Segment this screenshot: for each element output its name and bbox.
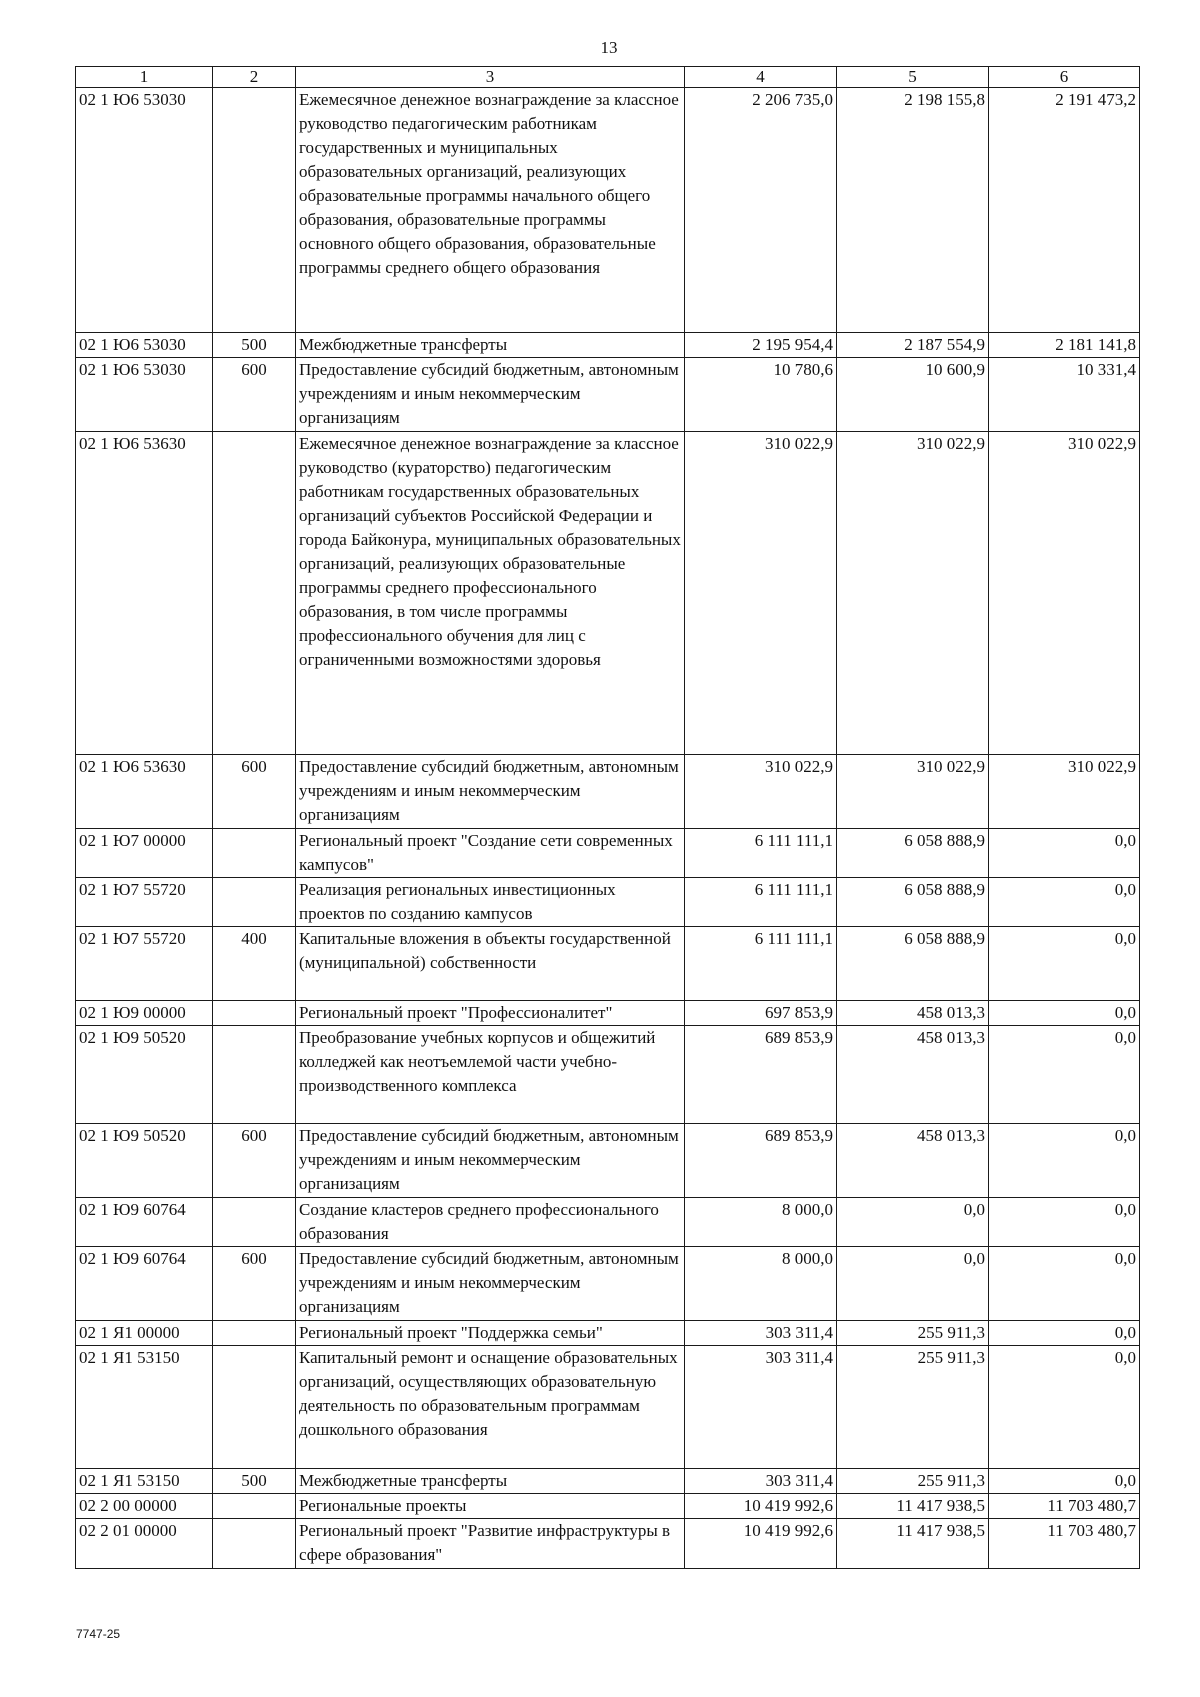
table-row (76, 1494, 1140, 1519)
row-name: Предоставление субсидий бюджетным, автономным учреждениям и иным некоммерческим организациям (296, 1124, 685, 1198)
row-name: Предоставление субсидий бюджетным, автономным учреждениям и иным некоммерческим организациям (296, 755, 685, 829)
row-type (213, 1198, 296, 1247)
row-value-col4: 6 111 111,1 (685, 927, 837, 1001)
row-type (213, 1321, 296, 1346)
row-type (213, 878, 296, 927)
col-header-5: 5 (837, 67, 989, 88)
row-value-col4: 689 853,9 (685, 1124, 837, 1198)
row-type: 500 (213, 333, 296, 358)
row-value-col5: 458 013,3 (837, 1001, 989, 1026)
row-value-col5: 11 417 938,5 (837, 1519, 989, 1569)
col-header-3: 3 (296, 67, 685, 88)
row-name: Ежемесячное денежное вознаграждение за классное руководство педагогическим работникам государственных и муниципальных образовательных организаций, реализующих образовательные программы начального общего образования, образовательные программы основного общего образования, образовательные программы среднего общего образования (296, 88, 685, 333)
row-name: Региональный проект "Развитие инфраструктуры в сфере образования" (296, 1519, 685, 1569)
table-row (76, 1198, 1140, 1247)
col-header-1: 1 (76, 67, 213, 88)
row-value-col5: 310 022,9 (837, 755, 989, 829)
row-value-col6: 0,0 (989, 1001, 1140, 1026)
row-code: 02 1 Ю9 50520 (76, 1124, 213, 1198)
row-name: Межбюджетные трансферты (296, 333, 685, 358)
row-type (213, 1519, 296, 1569)
row-name: Ежемесячное денежное вознаграждение за классное руководство (кураторство) педагогическим работникам государственных образовательных организаций субъектов Российской Федерации и города Байконура, муниципальных образовательных организаций, реализующих образовательные программы среднего профессионального образования, в том числе программы профессионального обучения для лиц с ограниченными возможностями здоровья (296, 432, 685, 755)
row-value-col4: 310 022,9 (685, 755, 837, 829)
row-name: Реализация региональных инвестиционных проектов по созданию кампусов (296, 878, 685, 927)
table-row (76, 1001, 1140, 1026)
row-value-col6: 2 191 473,2 (989, 88, 1140, 333)
row-value-col4: 303 311,4 (685, 1469, 837, 1494)
table-row (76, 1519, 1140, 1569)
row-value-col6: 11 703 480,7 (989, 1494, 1140, 1519)
budget-table (75, 66, 1140, 1569)
row-code: 02 1 Я1 53150 (76, 1346, 213, 1469)
row-name: Предоставление субсидий бюджетным, автономным учреждениям и иным некоммерческим организациям (296, 1247, 685, 1321)
row-value-col6: 0,0 (989, 1026, 1140, 1124)
table-row (76, 1469, 1140, 1494)
row-value-col5: 458 013,3 (837, 1026, 989, 1124)
row-type: 600 (213, 1124, 296, 1198)
row-value-col4: 8 000,0 (685, 1198, 837, 1247)
row-value-col6: 11 703 480,7 (989, 1519, 1140, 1569)
document-id: 7747-25 (76, 1627, 121, 1641)
row-type: 500 (213, 1469, 296, 1494)
row-value-col6: 0,0 (989, 927, 1140, 1001)
row-value-col5: 255 911,3 (837, 1346, 989, 1469)
table-row (76, 432, 1140, 755)
table-row (76, 1124, 1140, 1198)
row-name: Региональный проект "Создание сети современных кампусов" (296, 829, 685, 878)
row-value-col4: 8 000,0 (685, 1247, 837, 1321)
row-name: Межбюджетные трансферты (296, 1469, 685, 1494)
row-value-col5: 310 022,9 (837, 432, 989, 755)
table-row (76, 1247, 1140, 1321)
col-header-4: 4 (685, 67, 837, 88)
row-value-col6: 310 022,9 (989, 432, 1140, 755)
row-value-col4: 6 111 111,1 (685, 878, 837, 927)
page-number: 13 (600, 38, 618, 57)
row-value-col4: 2 195 954,4 (685, 333, 837, 358)
row-code: 02 1 Ю6 53030 (76, 358, 213, 432)
row-value-col5: 6 058 888,9 (837, 829, 989, 878)
row-value-col5: 11 417 938,5 (837, 1494, 989, 1519)
row-value-col4: 10 780,6 (685, 358, 837, 432)
row-type (213, 1346, 296, 1469)
row-value-col6: 10 331,4 (989, 358, 1140, 432)
row-name: Капитальные вложения в объекты государственной (муниципальной) собственности (296, 927, 685, 1001)
table-row (76, 333, 1140, 358)
row-name: Преобразование учебных корпусов и общежитий колледжей как неотъемлемой части учебно-производственного комплекса (296, 1026, 685, 1124)
table-row (76, 1321, 1140, 1346)
row-value-col4: 697 853,9 (685, 1001, 837, 1026)
row-value-col6: 0,0 (989, 829, 1140, 878)
row-value-col5: 2 198 155,8 (837, 88, 989, 333)
table-row (76, 878, 1140, 927)
row-value-col4: 10 419 992,6 (685, 1519, 837, 1569)
row-value-col5: 255 911,3 (837, 1469, 989, 1494)
row-code: 02 1 Ю6 53630 (76, 432, 213, 755)
row-value-col4: 689 853,9 (685, 1026, 837, 1124)
row-value-col5: 255 911,3 (837, 1321, 989, 1346)
row-code: 02 1 Ю7 55720 (76, 878, 213, 927)
row-value-col4: 10 419 992,6 (685, 1494, 837, 1519)
row-code: 02 1 Ю9 60764 (76, 1247, 213, 1321)
row-code: 02 1 Ю9 00000 (76, 1001, 213, 1026)
row-value-col4: 6 111 111,1 (685, 829, 837, 878)
row-code: 02 1 Ю6 53030 (76, 88, 213, 333)
row-value-col6: 0,0 (989, 1469, 1140, 1494)
row-name: Региональный проект "Поддержка семьи" (296, 1321, 685, 1346)
header-row (76, 67, 1140, 88)
table-row (76, 88, 1140, 333)
col-header-6: 6 (989, 67, 1140, 88)
row-value-col4: 2 206 735,0 (685, 88, 837, 333)
table-row (76, 927, 1140, 1001)
table-row (76, 1026, 1140, 1124)
row-type (213, 829, 296, 878)
row-value-col5: 0,0 (837, 1247, 989, 1321)
row-value-col6: 0,0 (989, 1247, 1140, 1321)
row-value-col5: 0,0 (837, 1198, 989, 1247)
table-row (76, 358, 1140, 432)
row-code: 02 1 Ю6 53030 (76, 333, 213, 358)
row-value-col5: 6 058 888,9 (837, 927, 989, 1001)
row-code: 02 1 Ю7 00000 (76, 829, 213, 878)
row-type (213, 1026, 296, 1124)
table-row (76, 829, 1140, 878)
row-code: 02 1 Я1 53150 (76, 1469, 213, 1494)
row-value-col5: 2 187 554,9 (837, 333, 989, 358)
row-value-col5: 6 058 888,9 (837, 878, 989, 927)
row-value-col6: 0,0 (989, 1198, 1140, 1247)
row-type: 600 (213, 1247, 296, 1321)
row-code: 02 1 Ю9 60764 (76, 1198, 213, 1247)
row-name: Капитальный ремонт и оснащение образовательных организаций, осуществляющих образовательную деятельность по образовательным программам дошкольного образования (296, 1346, 685, 1469)
row-type (213, 432, 296, 755)
row-type: 400 (213, 927, 296, 1001)
col-header-2: 2 (213, 67, 296, 88)
row-value-col6: 0,0 (989, 1346, 1140, 1469)
row-name: Региональный проект "Профессионалитет" (296, 1001, 685, 1026)
row-code: 02 1 Ю7 55720 (76, 927, 213, 1001)
row-type: 600 (213, 358, 296, 432)
table-row (76, 1346, 1140, 1469)
row-code: 02 2 01 00000 (76, 1519, 213, 1569)
row-name: Предоставление субсидий бюджетным, автономным учреждениям и иным некоммерческим организациям (296, 358, 685, 432)
row-value-col6: 2 181 141,8 (989, 333, 1140, 358)
row-code: 02 2 00 00000 (76, 1494, 213, 1519)
row-value-col4: 310 022,9 (685, 432, 837, 755)
row-value-col6: 310 022,9 (989, 755, 1140, 829)
table-row (76, 755, 1140, 829)
row-value-col5: 10 600,9 (837, 358, 989, 432)
row-value-col5: 458 013,3 (837, 1124, 989, 1198)
row-value-col4: 303 311,4 (685, 1346, 837, 1469)
row-type: 600 (213, 755, 296, 829)
row-code: 02 1 Ю6 53630 (76, 755, 213, 829)
row-code: 02 1 Я1 00000 (76, 1321, 213, 1346)
row-type (213, 1001, 296, 1026)
row-name: Региональные проекты (296, 1494, 685, 1519)
row-type (213, 1494, 296, 1519)
row-value-col4: 303 311,4 (685, 1321, 837, 1346)
row-value-col6: 0,0 (989, 878, 1140, 927)
row-code: 02 1 Ю9 50520 (76, 1026, 213, 1124)
row-type (213, 88, 296, 333)
row-name: Создание кластеров среднего профессионального образования (296, 1198, 685, 1247)
row-value-col6: 0,0 (989, 1124, 1140, 1198)
row-value-col6: 0,0 (989, 1321, 1140, 1346)
